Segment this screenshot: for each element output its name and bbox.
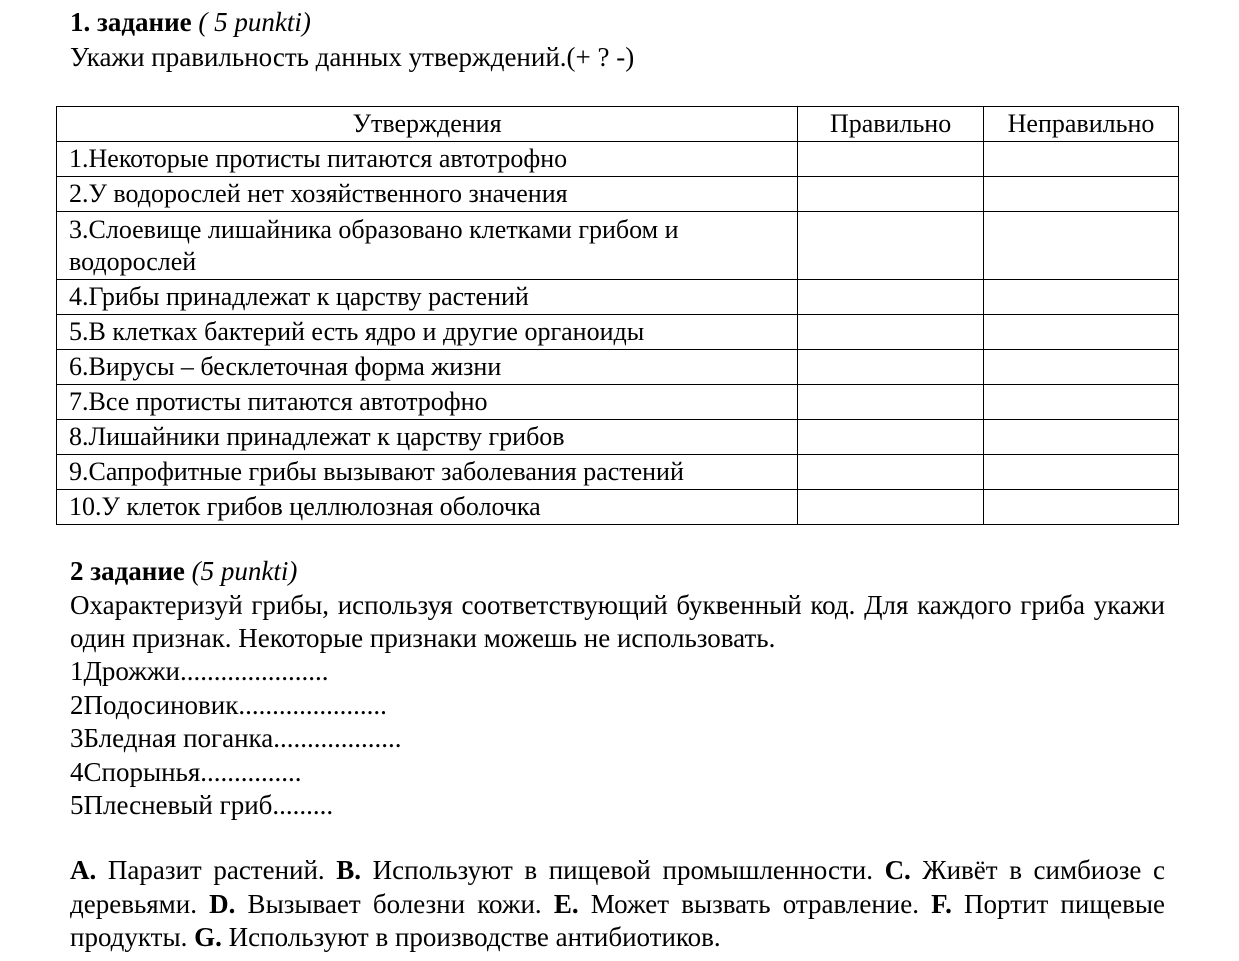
option-letter: D. bbox=[209, 888, 236, 919]
incorrect-cell[interactable] bbox=[984, 385, 1179, 420]
incorrect-cell[interactable] bbox=[984, 455, 1179, 490]
fungus-item: 2Подосиновик...................... bbox=[70, 689, 387, 720]
fungus-item: 1Дрожжи...................... bbox=[70, 656, 329, 686]
statement-text: 1.Некоторые протисты питаются автотрофно bbox=[57, 142, 798, 177]
statement-text: 8.Лишайники принадлежат к царству грибов bbox=[57, 420, 798, 455]
option-text: Живёт в симбиозе с деревьями. bbox=[70, 855, 1165, 919]
task1-points: ( 5 punkti) bbox=[191, 7, 311, 37]
correct-cell[interactable] bbox=[798, 490, 984, 525]
statement-text: 2.У водорослей нет хозяйственного значения bbox=[57, 177, 798, 212]
header-correct: Правильно bbox=[798, 107, 984, 142]
statement-text: 5.В клетках бактерий есть ядро и другие органоиды bbox=[57, 315, 798, 350]
incorrect-cell[interactable] bbox=[984, 142, 1179, 177]
table-row bbox=[57, 280, 1179, 315]
option-text: Вызывает болезни кожи. bbox=[235, 888, 554, 919]
task1-instruction: Укажи правильность данных утверждений.(+ ? -) bbox=[70, 42, 635, 72]
correct-cell[interactable] bbox=[798, 177, 984, 212]
statements-table bbox=[56, 106, 1179, 525]
task2-points: (5 punkti) bbox=[184, 556, 298, 586]
option-letter: C. bbox=[884, 855, 911, 885]
statement-text: 9.Сапрофитные грибы вызывают заболевания растений bbox=[57, 455, 798, 490]
table-row bbox=[57, 455, 1179, 490]
table-row bbox=[57, 142, 1179, 177]
header-statements: Утверждения bbox=[57, 107, 798, 142]
task2-description: Охарактеризуй грибы, используя соответствующий буквенный код. Для каждого гриба укажи один признак. Некоторые признаки можешь не использовать. bbox=[70, 590, 1165, 653]
fungus-item: 5Плесневый гриб......... bbox=[70, 790, 334, 820]
statement-text: 10.У клеток грибов целлюлозная оболочка bbox=[57, 490, 798, 525]
trait-options bbox=[70, 854, 1165, 955]
option-letter: B. bbox=[336, 855, 362, 885]
task2-heading bbox=[70, 555, 297, 587]
correct-cell[interactable] bbox=[798, 455, 984, 490]
header-incorrect: Неправильно bbox=[984, 107, 1179, 142]
incorrect-cell[interactable] bbox=[984, 280, 1179, 315]
statement-text: 4.Грибы принадлежат к царству растений bbox=[57, 280, 798, 315]
table-row bbox=[57, 177, 1179, 212]
incorrect-cell[interactable] bbox=[984, 490, 1179, 525]
incorrect-cell[interactable] bbox=[984, 212, 1179, 280]
table-row bbox=[57, 315, 1179, 350]
fungus-item: 4Спорынья............... bbox=[70, 756, 302, 787]
incorrect-cell[interactable] bbox=[984, 177, 1179, 212]
table-row bbox=[57, 490, 1179, 525]
incorrect-cell[interactable] bbox=[984, 420, 1179, 455]
task1-number: 1. задание bbox=[70, 7, 192, 37]
option-text: Портит пищевые продукты. bbox=[70, 888, 1165, 952]
table-row bbox=[57, 212, 1179, 280]
correct-cell[interactable] bbox=[798, 420, 984, 455]
option-text: Используют в производстве антибиотиков. bbox=[221, 922, 721, 952]
correct-cell[interactable] bbox=[798, 212, 984, 280]
table-header-row bbox=[57, 107, 1179, 142]
task2-number: 2 задание bbox=[70, 556, 185, 586]
fungi-list bbox=[70, 655, 402, 823]
incorrect-cell[interactable] bbox=[984, 350, 1179, 385]
statement-text: 6.Вирусы – бесклеточная форма жизни bbox=[57, 350, 798, 385]
option-text: Может вызвать отравление. bbox=[578, 888, 932, 919]
option-letter: G. bbox=[194, 922, 222, 952]
statement-text: 7.Все протисты питаются автотрофно bbox=[57, 385, 798, 420]
incorrect-cell[interactable] bbox=[984, 315, 1179, 350]
statement-text: 3.Слоевище лишайника образовано клетками грибом и водорослей bbox=[57, 212, 798, 280]
option-letter: F. bbox=[931, 888, 952, 919]
correct-cell[interactable] bbox=[798, 142, 984, 177]
fungus-item: 3Бледная поганка................... bbox=[70, 723, 402, 753]
option-letter: A. bbox=[70, 855, 97, 885]
option-letter: E. bbox=[553, 888, 579, 919]
table-row bbox=[57, 385, 1179, 420]
table-row bbox=[57, 350, 1179, 385]
correct-cell[interactable] bbox=[798, 350, 984, 385]
correct-cell[interactable] bbox=[798, 280, 984, 315]
option-text: Паразит растений. bbox=[96, 855, 337, 885]
table-row bbox=[57, 420, 1179, 455]
correct-cell[interactable] bbox=[798, 315, 984, 350]
option-text: Используют в пищевой промышленности. bbox=[361, 855, 885, 885]
task1-heading bbox=[70, 6, 311, 38]
correct-cell[interactable] bbox=[798, 385, 984, 420]
